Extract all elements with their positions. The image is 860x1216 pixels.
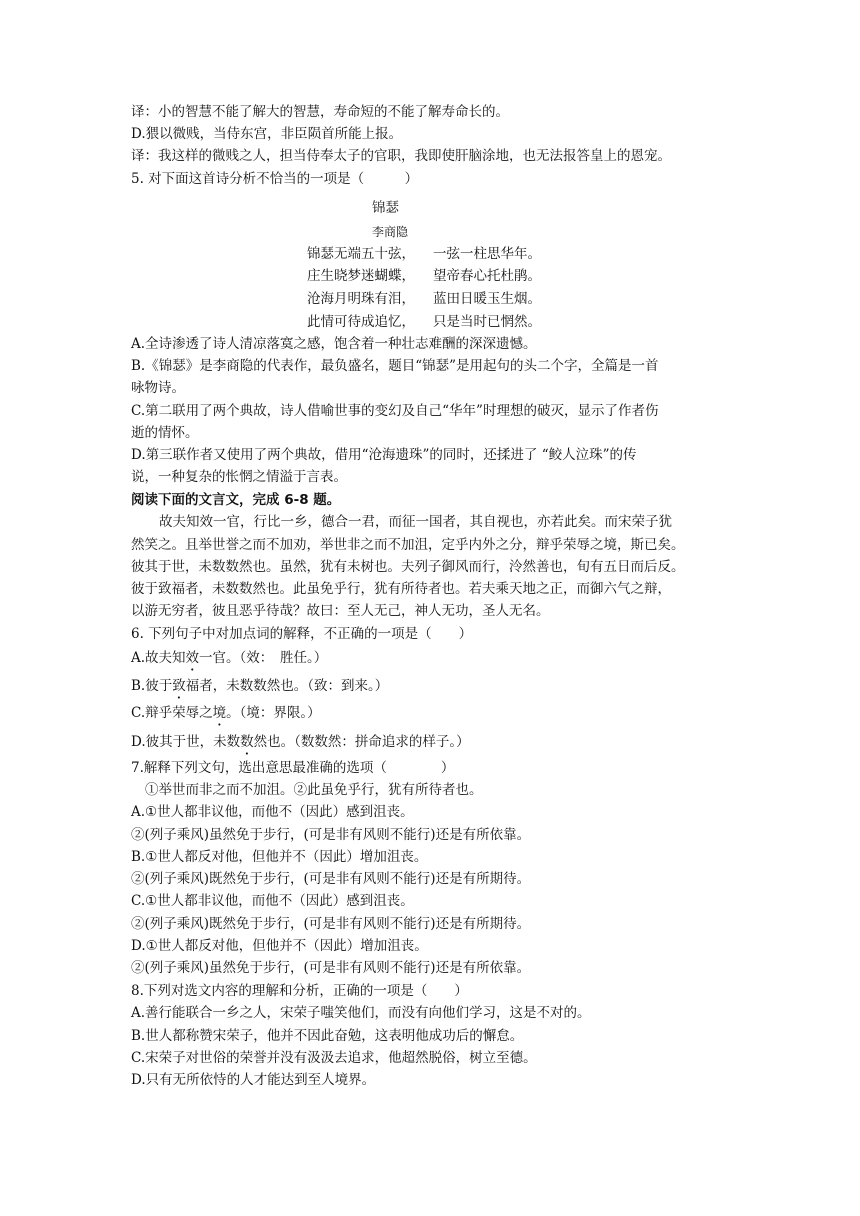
poem-author: 李商隐 — [372, 225, 409, 239]
q8-option-b: B.世人都称赞宋荣子，他并不因此奋勉，这表明他成功后的懈怠。 — [131, 1028, 524, 1044]
q7-option-d-2: ②(列子乘风)虽然免于步行，(可是非有风则不能行)还是有所依靠。 — [131, 960, 531, 976]
q7-option-a-1: A.①世人都非议他，而他不（因此）感到沮丧。 — [131, 804, 414, 820]
poem-line-4a: 此情可待成追忆， — [307, 314, 415, 330]
translation-c: 译：小的智慧不能了解大的智慧，寿命短的不能了解寿命长的。 — [131, 104, 509, 120]
passage-line-4: 彼于致福者，未数数然也。此虽免乎行，犹有所待者也。若夫乘天地之正，而御六气之辩， — [131, 581, 671, 597]
q7-option-d-1: D.①世人都反对他，但他并不（因此）增加沮丧。 — [131, 938, 428, 954]
poem-title: 锦瑟 — [372, 200, 399, 216]
q6-b-pre: B.彼于 — [131, 678, 173, 694]
passage-line-3: 彼其于世，未数数然也。虽然，犹有未树也。夫列子御风而行，泠然善也，旬有五日而后反。 — [131, 559, 685, 575]
q6-option-d — [131, 734, 470, 750]
q6-d-dotted-word: 数数然 — [226, 734, 268, 750]
poem-line-3b: 蓝田日暖玉生烟。 — [433, 291, 541, 307]
q5-option-b: B.《锦瑟》是李商隐的代表作，最负盛名，题目“锦瑟”是用起句的头二个字，全篇是一首 — [131, 358, 659, 374]
q6-a-dotted-word: 效 — [185, 650, 200, 666]
q6-c-pre: C.辩乎荣辱之 — [131, 705, 213, 721]
q6-d-pre: D.彼其于世，未 — [131, 734, 227, 750]
poem-line-2a: 庄生晓梦迷蝴蝶， — [307, 268, 415, 284]
q7-option-c-2: ②(列子乘风)既然免于步行，(可是非有风则不能行)还是有所期待。 — [131, 916, 531, 932]
q6-c-post: 。（境：界限。） — [226, 705, 321, 721]
q8-option-d: D.只有无所依恃的人才能达到至人境界。 — [131, 1072, 376, 1088]
section-heading: 阅读下面的文言文，完成 6-8 题。 — [131, 492, 341, 508]
question-7-stem: 7.解释下列文句，选出意思最准确的选项（ ） — [131, 760, 455, 776]
passage-line-2: 然笑之。且举世誉之而不加劝，举世非之而不加沮，定乎内外之分，辩乎荣辱之境，斯已矣。 — [131, 537, 685, 553]
q6-option-b — [131, 678, 388, 694]
question-6-stem: 6. 下列句子中对加点词的解释，不正确的一项是（ ） — [131, 626, 473, 642]
q8-option-c: C.宋荣子对世俗的荣誉并没有汲汲去追求，他超然脱俗，树立至德。 — [131, 1050, 537, 1066]
q7-option-a-2: ②(列子乘风)虽然免于步行，(可是非有风则不能行)还是有所依靠。 — [131, 827, 531, 843]
option-d-sentence: D.猥以微贱，当侍东宫，非臣陨首所能上报。 — [131, 126, 403, 142]
poem-line-4b: 只是当时已惘然。 — [433, 314, 541, 330]
q6-d-post: 也。（数数然：拼命追求的样子。） — [267, 734, 470, 750]
poem-line-1b: 一弦一柱思华年。 — [433, 246, 541, 262]
q6-a-pre: A.故夫知 — [131, 650, 186, 666]
q7-option-b-1: B.①世人都反对他，但他并不（因此）增加沮丧。 — [131, 849, 428, 865]
q6-option-c — [131, 705, 321, 721]
poem-line-1a: 锦瑟无端五十弦， — [307, 246, 415, 262]
q8-option-a: A.善行能联合一乡之人，宋荣子嗤笑他们，而没有向他们学习，这是不对的。 — [131, 1005, 591, 1021]
question-8-stem: 8.下列对选文内容的理解和分析，正确的一项是（ ） — [131, 983, 468, 999]
q6-b-dotted-word: 致 — [172, 678, 186, 694]
translation-d: 译：我这样的微贱之人，担当侍奉太子的官职，我即使肝脑涂地，也无法报答皇上的恩宠。 — [131, 148, 671, 164]
q7-sentences: ①举世而非之而不加沮。②此虽免乎行，犹有所待者也。 — [145, 782, 483, 798]
q6-option-a — [131, 650, 327, 666]
q6-a-post: 一官。（效： 胜任。） — [199, 650, 328, 666]
q7-option-b-2: ②(列子乘风)既然免于步行，(可是非有风则不能行)还是有所期待。 — [131, 871, 531, 887]
q5-option-d: D.第三联作者又使用了两个典故，借用“沧海遗珠”的同时，还揉进了 “鲛人泣珠”的传 — [131, 447, 637, 463]
q6-c-dotted-word: 境 — [212, 705, 227, 721]
question-5-stem: 5. 对下面这首诗分析不恰当的一项是（ ） — [131, 171, 419, 187]
q5-option-c: C.第二联用了两个典故，诗人借喻世事的变幻及自己“华年”时理想的破灭，显示了作者伤 — [131, 403, 659, 419]
q5-option-c-cont: 逝的情怀。 — [131, 425, 199, 441]
poem-line-3a: 沧海月明珠有泪， — [307, 291, 415, 307]
q7-option-c-1: C.①世人都非议他，而他不（因此）感到沮丧。 — [131, 893, 414, 909]
q5-option-b-cont: 咏物诗。 — [131, 380, 185, 396]
q5-option-a: A.全诗渗透了诗人清凉落寞之感，饱含着一种壮志难酬的深深遗憾。 — [131, 336, 537, 352]
q5-option-d-cont: 说，一种复杂的怅惘之情溢于言表。 — [131, 469, 347, 485]
passage-line-1: 故夫知效一官，行比一乡，德合一君，而征一国者，其自视也，亦若此矣。而宋荣子犹 — [159, 514, 672, 530]
q6-b-post: 福者，未数数然也。（致：到来。） — [185, 678, 389, 694]
poem-line-2b: 望帝春心托杜鹃。 — [433, 268, 541, 284]
passage-line-5: 以游无穷者，彼且恶乎待哉？故曰：至人无己，神人无功，圣人无名。 — [131, 603, 550, 619]
